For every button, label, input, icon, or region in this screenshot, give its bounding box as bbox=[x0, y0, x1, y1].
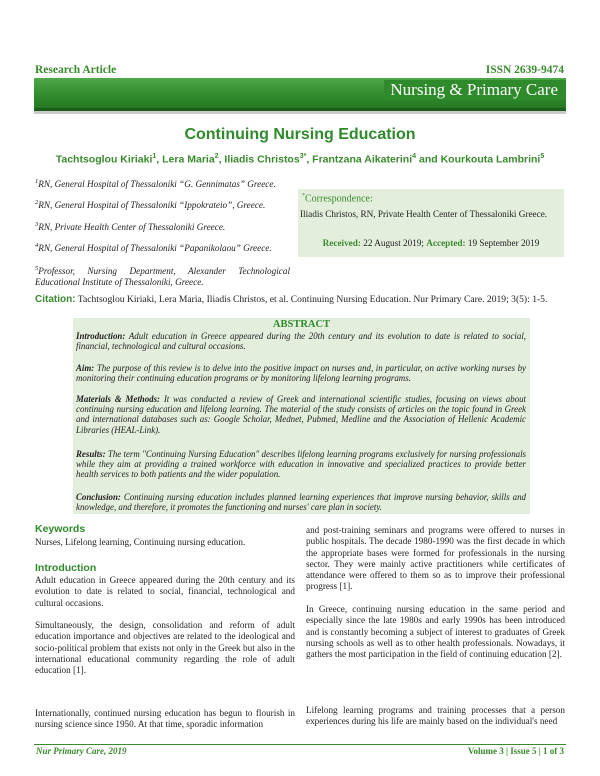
abstract-introduction bbox=[76, 331, 526, 351]
received-label: Received: bbox=[322, 238, 361, 248]
journal-name bbox=[36, 80, 566, 100]
abstract-text: Continuing nursing education includes planned learning experiences that improve nursing behavior, skills and knowledge, and therefore, it promotes the functioning and nurses' care plan in society. bbox=[76, 492, 526, 513]
affiliation bbox=[35, 240, 290, 254]
abstract-label: Results: bbox=[76, 449, 106, 459]
footer-rule bbox=[34, 744, 566, 745]
author-sup: 5 bbox=[540, 153, 545, 160]
affiliation-sup: 4 bbox=[35, 242, 39, 249]
affiliation-text: RN, General Hospital of Thessaloniki “Ippokrateio”, Greece. bbox=[38, 200, 266, 211]
author-sup: 1 bbox=[152, 153, 157, 160]
affiliation-text: RN, General Hospital of Thessaloniki “Papanikolaou” Greece. bbox=[38, 243, 272, 254]
banner-shadow bbox=[34, 111, 566, 114]
affiliation-sup: 5 bbox=[35, 265, 39, 272]
affiliation-text: RN, General Hospital of Thessaloniki “G. Gennimatas” Greece. bbox=[38, 179, 276, 190]
correspondence-label: *Correspondence: bbox=[302, 193, 373, 205]
abstract-label: Materials & Methods: bbox=[76, 394, 161, 404]
citation bbox=[35, 294, 565, 305]
abstract-conclusion bbox=[76, 492, 526, 512]
abstract-label: Aim: bbox=[76, 363, 95, 373]
footer-page-info: Volume 3 | Issue 5 | 1 of 3 bbox=[467, 746, 564, 756]
author-sup: 3* bbox=[299, 153, 307, 160]
author-name: Iliadis Christos bbox=[224, 153, 300, 166]
footer-journal: Nur Primary Care, 2019 bbox=[36, 746, 127, 756]
correspondence-text: Iliadis Christos, RN, Private Health Center of Thessaloniki Greece. bbox=[300, 209, 548, 219]
abstract-label: Conclusion: bbox=[76, 492, 121, 502]
affiliation-text: Professor, Nursing Department, Alexander Technological Educational Institute of Thessaloniki, Greece. bbox=[35, 266, 290, 288]
accepted-label: Accepted: bbox=[426, 238, 466, 248]
author-sup: 2 bbox=[214, 153, 219, 160]
intro-paragraph: Simultaneously, the design, consolidation and reform of adult education importance and objectives are related to the ideological and socio-political problem that exists not only in the Greek but also in the international educational community regarding the role of adult education [1]. bbox=[35, 620, 295, 676]
affiliation bbox=[35, 197, 290, 211]
intro-paragraph: Adult education in Greece appeared during the 20th century and its evolution to date is related to social, financial, technological and cultural occasions. bbox=[35, 575, 295, 608]
abstract-results bbox=[76, 449, 526, 480]
affiliation bbox=[35, 176, 290, 190]
dates-line bbox=[300, 238, 562, 248]
author-list: Tachtsoglou Kiriaki$^1$, Lera Maria$^2$, Iliadis Christos$^{3*}$, Frantzana Aikaterini$^4$ and Kourkouta Lambrini$^5$ bbox=[55, 153, 545, 166]
right-paragraph: In Greece, continuing nursing education in the same period and especially since the late 1980s and early 1990s has been introduced and is constantly becoming a subject of interest to graduates of Greek nursing schools as well as to other health professionals. Nowadays, it gathers the most participation in the field of continuing education [2]. bbox=[306, 604, 565, 660]
accepted-date: 19 September 2019 bbox=[467, 238, 540, 248]
affiliation-sup: 1 bbox=[35, 178, 39, 185]
introduction-heading: Introduction bbox=[35, 562, 97, 574]
keywords-heading: Keywords bbox=[35, 523, 86, 535]
citation-text: Tachtsoglou Kiriaki, Lera Maria, Iliadis Christos, et al. Continuing Nursing Education. Nur Primary Care. 2019; 3(5): 1-5. bbox=[77, 294, 548, 305]
author-sup: 4 bbox=[412, 153, 417, 160]
received-date: 22 August 2019; bbox=[363, 238, 424, 248]
abstract-text: The term "Continuing Nursing Education" describes lifelong learning programs exclusively for nursing professionals while they aim at providing a trained workforce with education in innovative and specialized practices to provide better health services to both patients and the wider population. bbox=[76, 449, 527, 480]
author-name: Tachtsoglou Kiriaki bbox=[55, 153, 153, 166]
issn-label: ISSN 2639-9474 bbox=[485, 64, 564, 76]
abstract-aim bbox=[76, 363, 526, 383]
affiliation-text: RN, Private Health Center of Thessaloniki Greece. bbox=[38, 222, 226, 233]
right-paragraph: Lifelong learning programs and training processes that a person experiences during his life are mainly based on the individual's need bbox=[306, 705, 565, 727]
citation-label: Citation: bbox=[35, 294, 76, 305]
affiliation-sup: 2 bbox=[35, 199, 39, 206]
intro-paragraph: Internationally, continued nursing education has begun to flourish in nursing science since 1950. At that time, sporadic information bbox=[35, 708, 295, 730]
abstract-text: It was conducted a review of Greek and international scientific studies, focusing on views about continuing nursing education and lifelong learning. The material of the study consists of articles on the topic found in Greek and international databases such as: Google Scholar, Mednet, Pubmed, Medline and the Association of Hellenic Academic Libraries (HEAL-Link). bbox=[76, 394, 526, 435]
keywords-text: Nurses, Lifelong learning, Continuing nursing education. bbox=[35, 537, 246, 547]
affiliation bbox=[35, 219, 290, 233]
right-paragraph: and post-training seminars and programs were offered to nurses in public hospitals. The decade 1980-1990 was the first decade in which the appropriate bases were formed for professionals in the nursing sector. They were mainly active practitioners while certificates of attendance were offered to them so as to improve their professional progress [1]. bbox=[306, 525, 565, 592]
abstract-label: Introduction: bbox=[76, 331, 126, 341]
article-title: Continuing Nursing Education bbox=[184, 126, 416, 143]
author-name: Lera Maria bbox=[162, 153, 215, 166]
author-name: Kourkouta Lambrini bbox=[440, 153, 541, 166]
article-type-label: Research Article bbox=[35, 64, 117, 76]
affiliation-sup: 3 bbox=[35, 221, 39, 228]
correspondence-label-text: Correspondence: bbox=[305, 193, 373, 205]
abstract-text: The purpose of this review is to delve into the positive impact on nurses and, in particular, on active working nurses by monitoring their continuing education programs or by monitoring lifelong learning programs. bbox=[76, 363, 527, 384]
abstract-heading: ABSTRACT bbox=[272, 319, 331, 330]
journal-name-text: Nursing & Primary Care bbox=[384, 80, 566, 100]
abstract-text: Adult education in Greece appeared during the 20th century and its evolution to date is related to social, financial, technological and cultural occasions. bbox=[76, 331, 526, 352]
author-name: Frantzana Aikaterini bbox=[312, 153, 413, 166]
affiliation bbox=[35, 263, 290, 288]
abstract-methods bbox=[76, 394, 526, 435]
